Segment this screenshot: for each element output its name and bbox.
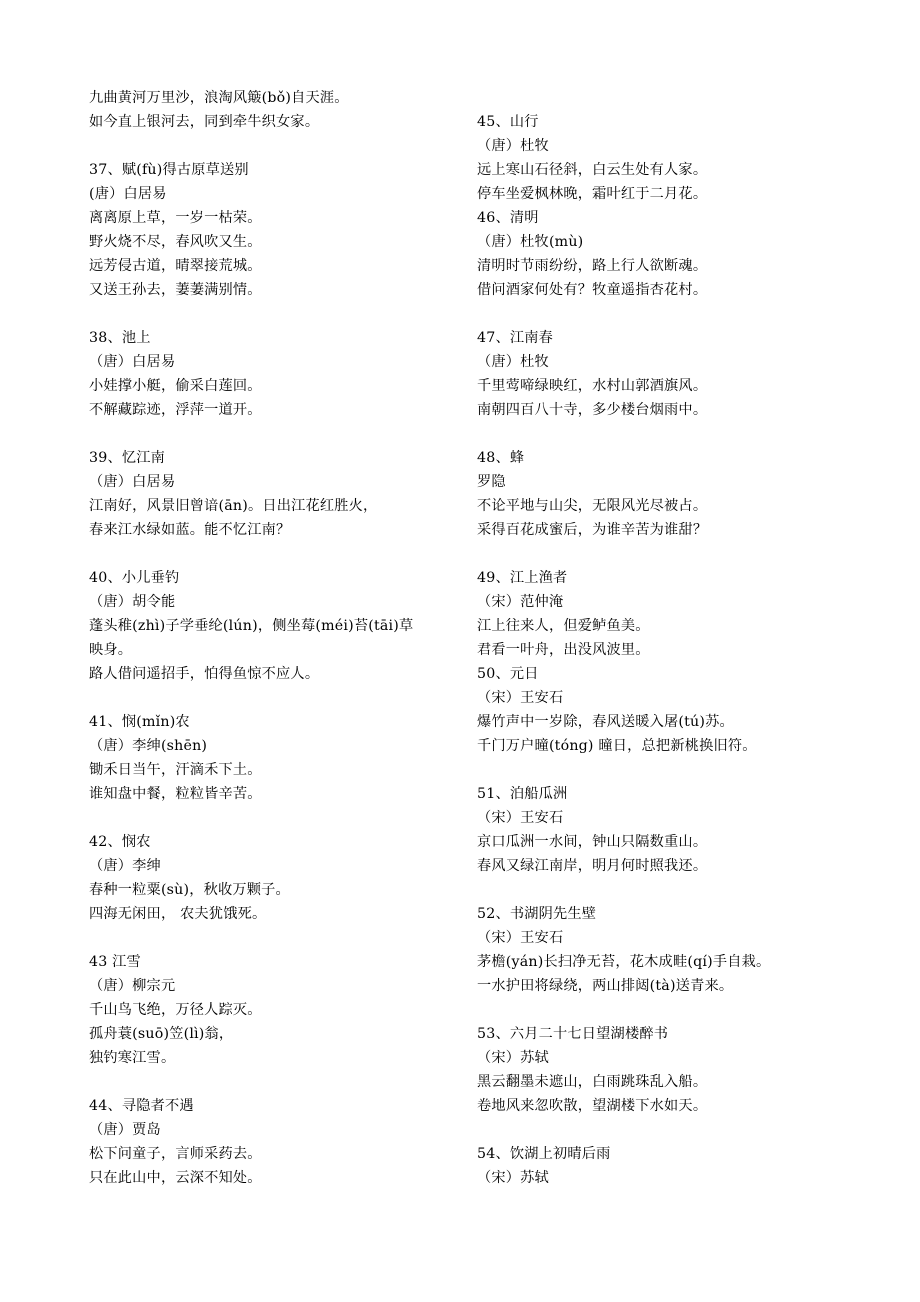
poem-title: 39、忆江南	[89, 450, 166, 466]
poem-line: 离离原上草，一岁一枯荣。	[89, 210, 262, 226]
poem-line: 野火烧不尽，春风吹又生。	[89, 234, 262, 250]
poem-line: 爆竹声中一岁除，春风送暖入屠(tú)苏。	[477, 714, 734, 730]
poem-line: 路人借问遥招手，怕得鱼惊不应人。	[89, 666, 320, 682]
poem-line: 江上往来人，但爱鲈鱼美。	[477, 618, 650, 634]
poem-author: （宋）苏轼	[477, 1050, 549, 1066]
poem-block	[89, 950, 469, 1070]
poem-title: 46、清明	[477, 210, 539, 226]
poem-line: 九曲黄河万里沙，浪淘风簸(bǒ)自天涯。	[89, 90, 349, 106]
poem-title: 43 江雪	[89, 954, 141, 970]
poem-line: 远上寒山石径斜，白云生处有人家。	[477, 162, 708, 178]
stanza-gap	[477, 758, 857, 782]
poem-line: 借问酒家何处有？牧童遥指杏花村。	[477, 282, 708, 298]
poem-block	[477, 662, 857, 758]
poem-title: 52、书湖阴先生壁	[477, 906, 597, 922]
poem-title: 53、六月二十七日望湖楼醉书	[477, 1026, 669, 1042]
stanza-gap	[477, 998, 857, 1022]
stanza-gap	[477, 542, 857, 566]
poem-author: （唐）贾岛	[89, 1122, 161, 1138]
poem-line: 茅檐(yán)长扫净无苔，花木成畦(qí)手自栽。	[477, 954, 771, 970]
poem-line: 如今直上银河去，同到牵牛织女家。	[89, 114, 320, 130]
poem-block	[89, 446, 469, 542]
poem-line: 松下问童子，言师采药去。	[89, 1146, 262, 1162]
poem-block	[89, 710, 469, 806]
poem-block	[477, 206, 857, 302]
poem-line: 京口瓜洲一水间，钟山只隔数重山。	[477, 834, 708, 850]
poem-title: 49、江上渔者	[477, 570, 568, 586]
poem-block	[477, 566, 857, 662]
poem-line: 千山鸟飞绝，万径人踪灭。	[89, 1002, 262, 1018]
poem-line: 又送王孙去，萋萋满别情。	[89, 282, 262, 298]
poem-line: 清明时节雨纷纷，路上行人欲断魂。	[477, 258, 708, 274]
poem-line: 采得百花成蜜后，为谁辛苦为谁甜？	[477, 522, 708, 538]
poem-block	[477, 110, 857, 206]
poem-block	[477, 1022, 857, 1118]
poem-title: 37、赋(fù)得古原草送别	[89, 162, 249, 178]
poem-author: （宋）王安石	[477, 810, 564, 826]
poem-block	[477, 326, 857, 422]
poem-line: 千里莺啼绿映红，水村山郭酒旗风。	[477, 378, 708, 394]
poem-line: 只在此山中，云深不知处。	[89, 1170, 262, 1186]
poem-author: （唐）杜牧(mù)	[477, 234, 584, 250]
poem-block	[89, 830, 469, 926]
stanza-gap	[89, 302, 469, 326]
stanza-gap	[477, 302, 857, 326]
poem-title: 41、悯(mǐn)农	[89, 714, 190, 730]
stanza-gap	[89, 1070, 469, 1094]
poem-author: （唐）李绅	[89, 858, 161, 874]
poem-line: 千门万户曈(tóng) 曈日，总把新桃换旧符。	[477, 738, 757, 754]
poem-author: （唐）白居易	[89, 474, 176, 490]
poem-line: 谁知盘中餐，粒粒皆辛苦。	[89, 786, 262, 802]
poem-line: 一水护田将绿绕，两山排闼(tà)送青来。	[477, 978, 734, 994]
stanza-gap	[477, 1118, 857, 1142]
poem-line: 江南好，风景旧曾谙(ān)。日出江花红胜火，	[89, 498, 378, 514]
poem-author: （宋）范仲淹	[477, 594, 564, 610]
poem-block	[477, 782, 857, 878]
poem-line: 蓬头稚(zhì)子学垂纶(lún)，侧坐莓(méi)苔(tāi)草	[89, 618, 414, 634]
poem-author: （唐）柳宗元	[89, 978, 176, 994]
stanza-gap	[89, 542, 469, 566]
poem-block	[89, 1094, 469, 1190]
poem-line: 锄禾日当午，汗滴禾下土。	[89, 762, 262, 778]
poem-line: 卷地风来忽吹散，望湖楼下水如天。	[477, 1098, 708, 1114]
poem-line: 君看一叶舟，出没风波里。	[477, 642, 650, 658]
poem-block	[477, 902, 857, 998]
poem-block	[477, 1142, 857, 1190]
poem-title: 44、寻隐者不遇	[89, 1098, 194, 1114]
poem-author: （唐）白居易	[89, 354, 176, 370]
poem-line: 独钓寒江雪。	[89, 1050, 176, 1066]
poem-block	[477, 446, 857, 542]
poem-block	[89, 158, 469, 302]
poem-title: 40、小儿垂钓	[89, 570, 180, 586]
stanza-gap	[89, 926, 469, 950]
poem-title: 47、江南春	[477, 330, 554, 346]
poem-author: (唐）白居易	[89, 186, 167, 202]
poem-title: 54、饮湖上初晴后雨	[477, 1146, 611, 1162]
stanza-gap	[89, 422, 469, 446]
right-column	[477, 110, 857, 1190]
poem-line: 远芳侵古道，晴翠接荒城。	[89, 258, 262, 274]
poem-line: 不论平地与山尖，无限风光尽被占。	[477, 498, 708, 514]
poem-line: 小娃撑小艇，偷采白莲回。	[89, 378, 262, 394]
poem-line: 四海无闲田， 农夫犹饿死。	[89, 906, 267, 922]
poem-author: 罗隐	[477, 474, 506, 490]
poem-author: （宋）王安石	[477, 690, 564, 706]
poem-author: （宋）王安石	[477, 930, 564, 946]
poem-title: 42、悯农	[89, 834, 151, 850]
poem-author: （宋）苏轼	[477, 1170, 549, 1186]
poem-line: 春种一粒粟(sù)，秋收万颗子。	[89, 882, 290, 898]
poem-line: 停车坐爱枫林晚，霜叶红于二月花。	[477, 186, 708, 202]
poem-line: 不解藏踪迹，浮萍一道开。	[89, 402, 262, 418]
left-column	[89, 86, 469, 1190]
stanza-gap	[477, 878, 857, 902]
stanza-gap	[477, 422, 857, 446]
poem-title: 51、泊船瓜洲	[477, 786, 568, 802]
poem-author: （唐）胡令能	[89, 594, 176, 610]
poem-title: 45、山行	[477, 114, 539, 130]
poem-block	[89, 566, 469, 686]
poem-author: （唐）杜牧	[477, 138, 549, 154]
poem-line: 映身。	[89, 642, 133, 658]
poem-title: 50、元日	[477, 666, 539, 682]
poem-line: 孤舟蓑(suō)笠(lì)翁，	[89, 1026, 234, 1042]
poem-line: 春风又绿江南岸，明月何时照我还。	[477, 858, 708, 874]
poem-author: （唐）李绅(shēn)	[89, 738, 208, 754]
poem-title: 48、蜂	[477, 450, 525, 466]
poem-fragment	[89, 86, 469, 134]
stanza-gap	[89, 686, 469, 710]
poem-line: 春来江水绿如蓝。能不忆江南？	[89, 522, 291, 538]
poem-author: （唐）杜牧	[477, 354, 549, 370]
poem-block	[89, 326, 469, 422]
stanza-gap	[89, 134, 469, 158]
stanza-gap	[89, 806, 469, 830]
poem-line: 南朝四百八十寺，多少楼台烟雨中。	[477, 402, 708, 418]
poem-line: 黑云翻墨未遮山，白雨跳珠乱入船。	[477, 1074, 708, 1090]
poem-title: 38、池上	[89, 330, 151, 346]
